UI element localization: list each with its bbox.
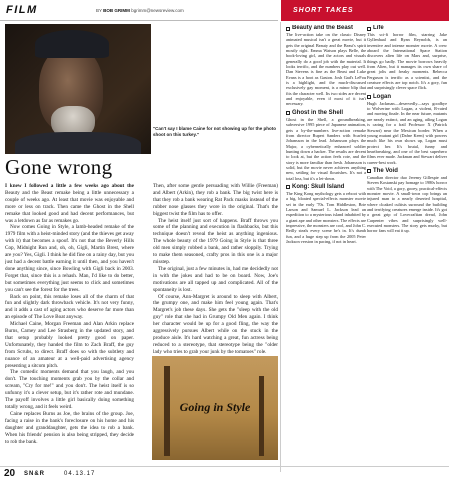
issue-date: 04.13.17 [64, 470, 96, 477]
short-take-title: Life [367, 25, 447, 32]
photo-caption: "Can't say I blame Caine for not showing up for the photo shoot on this turkey." [153, 126, 276, 137]
short-take-text: Ghost in the Shell, a groundbreaking, subversive 1995 piece of Japanese animation, gets a by-the-numbers live-action remake from director Rupert Sanders with Scarlett Johansson in the lead. Johansson plays the Major, a cybernetically enhanced soldier hunting down a hacker. The results are decent to look at, but the action feels rote, and the story is more familiar than fresh. Johansson is solid, but the movie never achieves anything new, settling for visual flourishes. It's not a total loss, but it's a let-down. [286, 116, 366, 181]
review-paragraph: I knew I followed a little a few weeks ago about the Beauty and the Beast remake being a little unnecessary a couple of weeks ago. At least that movie was enjoyable and more or less on track. Then came the Ghost in the Shell remake that looked good and had decent performances, but was a letdown as far as remakes go. [5, 183, 134, 224]
review-paragraph: Caine replaces Burns as Joe, the brains of the group. Joe, facing a raise in the bank's foreclosure on his home and his daughter and granddaughter, gets the idea to rob a bank. When his friends' pension is also being stripped, they decide to rob the bank. [5, 410, 134, 445]
rating-box-icon [367, 95, 371, 99]
poster-title: Going in Style [179, 400, 251, 414]
short-takes-column-1 [286, 25, 366, 465]
short-take-text: The King Kong mythology gets a reboot with a big, bloated special-effects monster movie set in the early '70s. Tom Hiddleston, Brie Larson and Samuel L. Jackson lead an expedition to a mysterious island inhabited by a giant ape and other monsters. The effects are impressive, the monsters are cool, and John C. Reilly steals every scene he's in. It's dumb fun, and a huge step up from the 2005 Peter Jackson version in pacing, if not in heart. [286, 190, 366, 245]
review-column-1 [5, 183, 134, 460]
review-paragraph: Back on point, this remake loses all of the charm of that fun and slightly dark throwback vehicle. It's not very funny, and it adds a cast of aging actors who deserve far more than an episode of The Love Boat anyway. [5, 293, 134, 321]
short-take-title: Logan [367, 94, 447, 101]
short-takes-column-2 [367, 25, 447, 465]
review-paragraph: Now comes Going in Style, a lamb-headed remake of the 1979 film with a heist-minded story (and the thieves get away with it) that becomes a spoof. It's not that the Beverly Hills Cop, Midnight Run and, oh, oh, Gigli, Martin Brest, where are you? Yes, Gigli. I think he did fine on a rainy day, but you just had a decent battle earning it until then, and you haven't done anything since, since Bowling with Gigli back in 2003. Forget that, since this is a rehash. Man, I'd like to do better, but sometimes everything just seems to click and sometimes you can't see the forest for the trees. [5, 224, 134, 293]
short-takes-header [281, 0, 449, 21]
byline: BY BOB GRIMM bgrimm@newsreview.com [96, 7, 184, 13]
rating-box-icon [367, 27, 371, 31]
rating-box-icon [367, 169, 371, 173]
page-number: 20 [4, 468, 16, 479]
review-paragraph: Michael Caine, Morgan Freeman and Alan Arkin replace Burns, Carney and Lee Strasberg in the updated story, and that setup probably looked pretty good on paper. Unfortunately, they handed the film to Zach Braff, the guy from Scrubs, to direct. Braff does so with the subtlety and nuance of an amateur at a well-paid advertising agency presenting a sitcom pitch. [5, 321, 134, 369]
review-paragraph: The comedic moments demand that you laugh, and you don't. The touching moments grab you by the collar and scream, "Cry for me!" and you don't. The heist itself is so unfunny it's a clever setup, but it's rather rote and mundane. The payoff involves a little girl basically doing something totally wrong, and it feels weird. [5, 369, 134, 410]
short-take-item [286, 184, 366, 244]
short-take-text: Hugh Jackman—deservedly—says goodbye to Wolverine with Logan, a violent, R-rated and moving finale. In the near future, mutants are nearly extinct, and an aging, ailing Logan is caring for a frail Professor X (Patrick Stewart) near the Mexican border. When a young mutant girl (Dafne Keen) with powers much like his own shows up, Logan must protect her. It's brutal, funny and heartbreaking, and one of the best superhero films ever made. Jackman and Stewart deliver career-best work. [367, 100, 447, 165]
short-take-item [286, 25, 366, 107]
byline-author: BOB GRIMM [103, 7, 130, 13]
byline-email: bgrimm@newsreview.com [131, 7, 184, 13]
poster-decoration [259, 376, 264, 456]
short-take-title: The Void [367, 168, 447, 175]
review-paragraph: The original, just a few minutes in, had me decidedly not in with the jokes and had to be on board. Now, Joe's motivations are all tapped up and complicated. All of the spontaneity is lost. [153, 265, 278, 293]
going-in-style-poster [152, 356, 278, 460]
review-column-2 [153, 183, 278, 355]
short-take-text: This sci-fi horror film, starring Jake Gyllenhaal and Ryan Reynolds, is an inventive and intense monster movie. A crew aboard the International Space Station discovers alien life on Mars and, surprise, things go badly. The movie borrows heavily from Alien, but it manages its own share of great jolts and freaky moments. Rebecca Ferguson is terrific as a scientist, and the creature effects are top notch. It's a gory, fun and surprisingly clever space flick. [367, 32, 447, 91]
hero-cap [35, 30, 109, 58]
short-take-text: The live-action take on the classic Disney animated musical isn't a great movie, but it gets the original Beauty and the Beast's spirit mostly right. Emma Watson plays Belle, the book-loving girl, and the actors and visuals generally do a good job with the material. It looks terrific, and the numbers play out well. Dan Stevens is fine as the Beast and Luke Evans is a hoot as Gaston. Josh Gad's LeFou is a highlight, and the much-discussed exclusively gay moment, is a minor blip that fits the character well. Its two sides are decent and enjoyable, even if most of it isn't necessary. [286, 32, 366, 107]
short-take-item [367, 94, 447, 165]
hero-shirt [15, 132, 141, 154]
review-paragraph: Then, after some gentle persuading with Willie (Freeman) and Albert (Arkin), they rob a bank. The big twist here is that they rob a bank wearing Rat Pack masks instead of the rubber nose glasses they wore in the original. That's the biggest twist the film has to offer. [153, 183, 278, 217]
hero-photo [5, 24, 151, 154]
review-paragraph: Of course, Ann-Margret is around to sleep with Albert, the grumpy one, and make him feel young again. That's Margret's job these days. She gets the "sleep with the old guy" role that she had in Grumpy Old Men again. I think her character would be up for a good fling, the way the aggressively pursues Albert while on the stuck in the produce aisle. It's hard watching a great, fun actress being reduced to a stereotype, that stereotype being the "older lady who tries to grab your junk by the tomatoes" role. [153, 293, 278, 355]
short-take-title: Ghost in the Shell [286, 110, 366, 117]
review-headline: Gone wrong [5, 155, 113, 179]
short-takes-label: SHORT TAKES [293, 7, 354, 14]
page-footer [0, 466, 449, 480]
rating-box-icon [286, 111, 290, 115]
short-take-title: Kong: Skull Island [286, 184, 366, 191]
rating-box-icon [286, 185, 290, 189]
short-take-item [367, 168, 447, 234]
short-take-text: Canadian director duo Jeremy Gillespie and Steven Kostanski pay homage to 1980s horror with The Void, a gory, gooey, practical-effects monster movie. A small-town cop brings an injured man to a nearly deserted hospital, where cloaked cultists surround the building and terrifying creatures emerge inside. It's got a great grip of Lovecraftian dread, John Carpenter vibes and surprisingly well-executed monsters. The story gets murky, but horror fans will eat it up. [367, 174, 447, 234]
section-label: FILM [6, 4, 38, 16]
short-take-title: Beauty and the Beast [286, 25, 366, 32]
column-divider [280, 22, 281, 472]
section-header [0, 0, 278, 21]
short-take-item [367, 25, 447, 91]
publication-name: SN&R [24, 470, 46, 477]
short-take-item [286, 110, 366, 181]
rating-box-icon [286, 27, 290, 31]
review-paragraph: The heist itself just sort of happens. Braff throws you some of the planning and execution in flashbacks, but this technique doesn't reveal the heist as anything ingenious. The whole beauty of the 1979 Going in Style is that three old men simply robbed a bank, and rather sloppily. Trying to make them seasoned, crafty pros in this one is a major misstep. [153, 217, 278, 265]
